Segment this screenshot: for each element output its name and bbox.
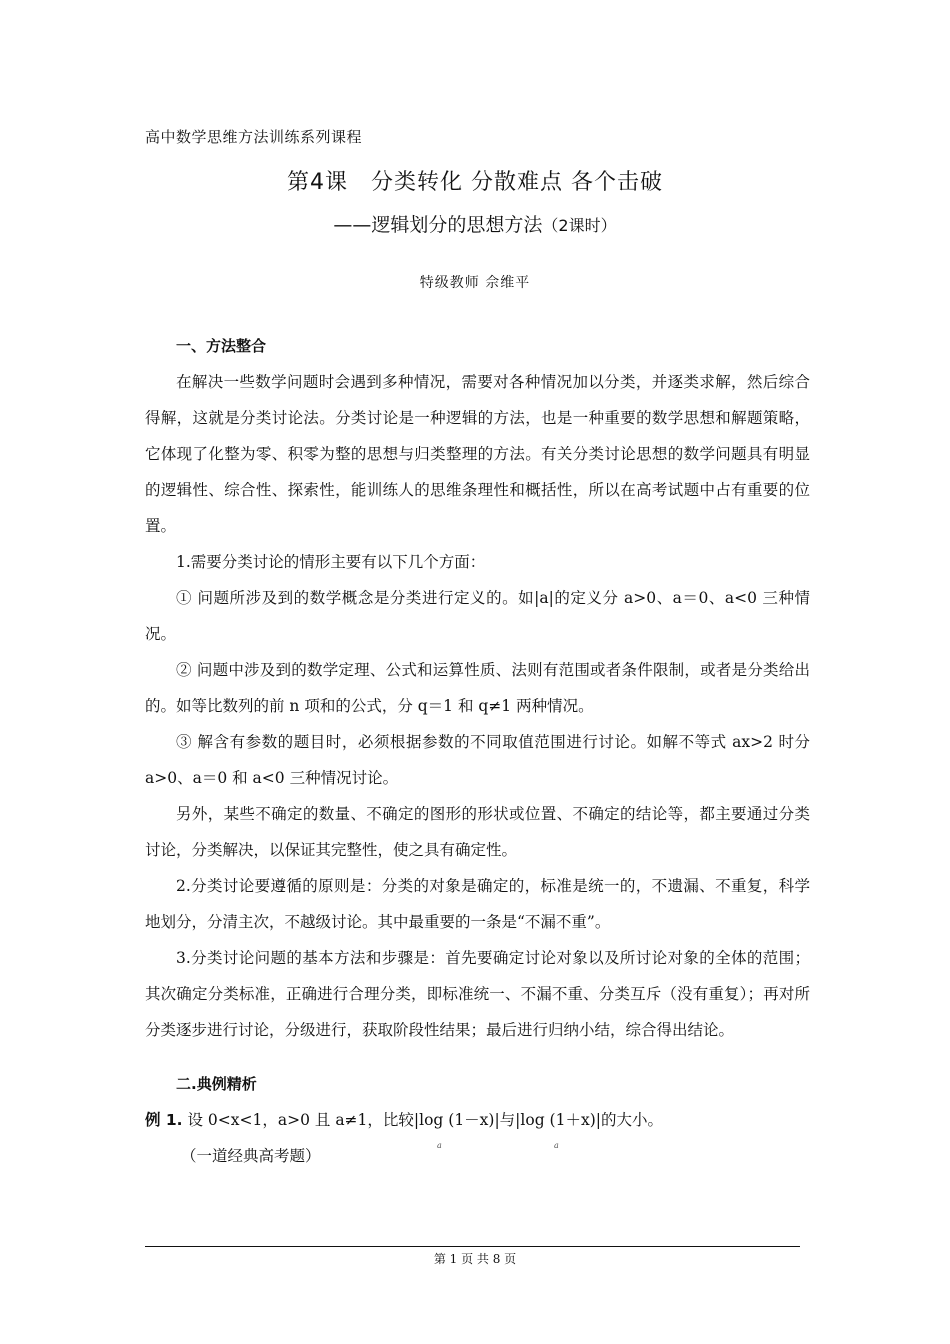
point-1-item-2: ② 问题中涉及到的数学定理、公式和运算性质、法则有范围或者条件限制，或者是分类给出的。如等比数列的前 n 项和的公式，分 q＝1 和 q≠1 两种情况。 [145, 661, 810, 715]
page-number: 第 1 页 共 8 页 [433, 1252, 517, 1266]
point-1-item-3: ③ 解含有参数的题目时，必须根据参数的不同取值范围进行讨论。如解不等式 ax>2 时分 a>0、a＝0 和 a<0 三种情况讨论。 [145, 733, 810, 787]
series-title: 高中数学思维方法训练系列课程 [145, 128, 363, 146]
section-heading-examples: 二.典例精析 [176, 1075, 257, 1093]
log-base-1: a [437, 1141, 442, 1150]
author-line: 特级教师 佘维平 [419, 275, 531, 291]
subtitle-main: ——逻辑划分的思想方法 [333, 214, 543, 236]
point-3: 3.分类讨论问题的基本方法和步骤是：首先要确定讨论对象以及所讨论对象的全体的范围；其次确定分类标准，正确进行合理分类，即标准统一、不漏不重、分类互斥（没有重复）；再对所分类逐步进行讨论，分级进行，获取阶段性结果；最后进行归纳小结，综合得出结论。 [145, 949, 810, 1039]
section-heading-method: 一、方法整合 [176, 337, 267, 355]
main-content [145, 328, 810, 1174]
point-1-item-1: ① 问题所涉及到的数学概念是分类进行定义的。如|a|的定义分 a>0、a＝0、a<0 三种情况。 [145, 589, 810, 643]
example-1-text: 设 0<x<1，a>0 且 a≠1，比较|log (1－x)|与|log (1＋x)|的大小。 [182, 1111, 663, 1129]
point-1: 1.需要分类讨论的情形主要有以下几个方面： [176, 553, 486, 571]
intro-paragraph: 在解决一些数学问题时会遇到多种情况，需要对各种情况加以分类，并逐类求解，然后综合得解，这就是分类讨论法。分类讨论是一种逻辑的方法，也是一种重要的数学思想和解题策略，它体现了化整为零、积零为整的思想与归类整理的方法。有关分类讨论思想的数学问题具有明显的逻辑性、综合性、探索性，能训练人的思维条理性和概括性，所以在高考试题中占有重要的位置。 [145, 373, 810, 535]
extra-paragraph: 另外，某些不确定的数量、不确定的图形的形状或位置、不确定的结论等，都主要通过分类讨论，分类解决，以保证其完整性，使之具有确定性。 [145, 805, 810, 859]
lesson-subtitle [0, 210, 950, 237]
example-1 [145, 1102, 810, 1150]
log-base-2: a [554, 1141, 559, 1150]
footer-divider [145, 1246, 800, 1247]
example-1-label: 例 1. [145, 1111, 183, 1129]
example-1-source: （一道经典高考题） [181, 1147, 321, 1165]
lesson-title: 第4课 分类转化 分散难点 各个击破 [287, 170, 663, 195]
subtitle-hours: （2课时） [542, 216, 617, 235]
point-2: 2.分类讨论要遵循的原则是：分类的对象是确定的，标准是统一的，不遗漏、不重复，科学地划分，分清主次，不越级讨论。其中最重要的一条是“不漏不重”。 [145, 877, 810, 931]
